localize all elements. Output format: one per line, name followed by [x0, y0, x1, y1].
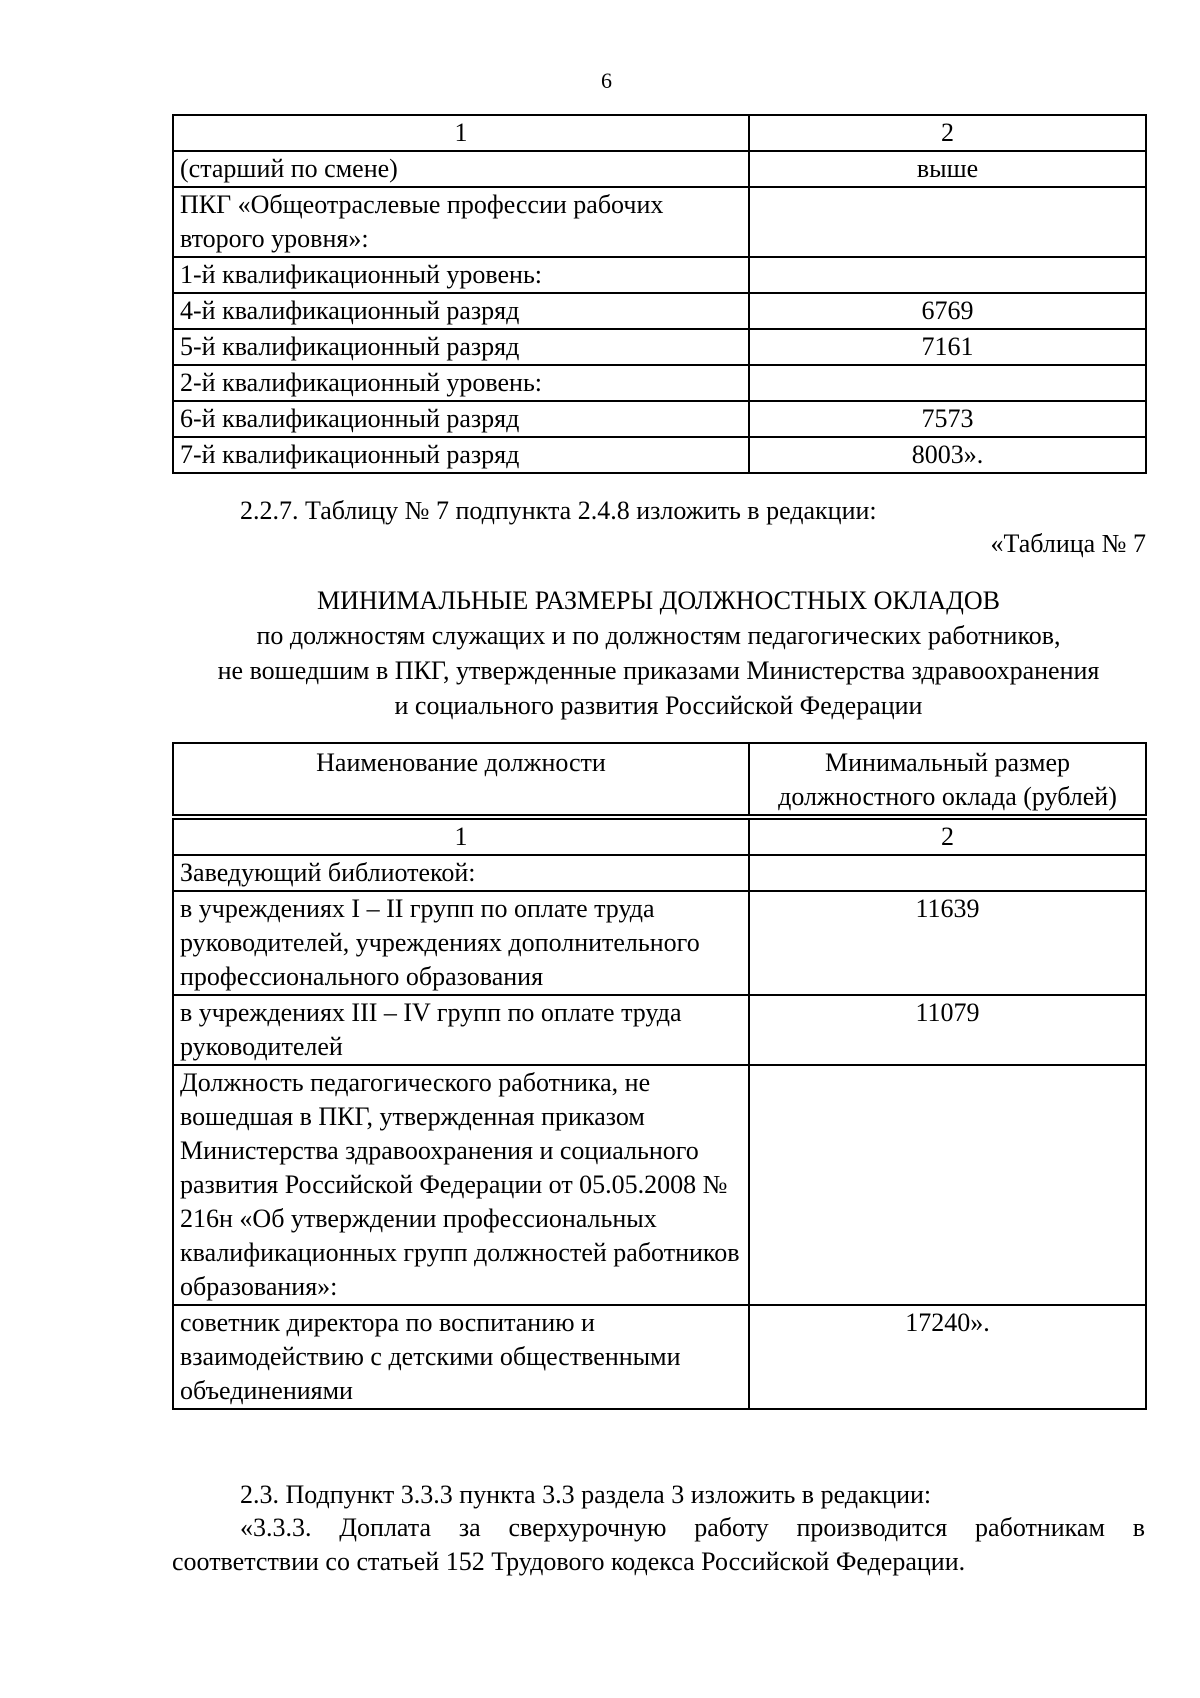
column-header-position: Наименование должности: [173, 743, 749, 815]
position-name: в учреждениях I – II групп по оплате труда руководителей, учреждениях дополнительного профессионального образования: [173, 891, 749, 995]
position-name: 1-й квалификационный уровень:: [173, 257, 749, 293]
salary-value: [749, 257, 1146, 293]
position-name: советник директора по воспитанию и взаимодействию с детскими общественными объединениями: [173, 1305, 749, 1409]
table-row: [173, 995, 1146, 1065]
table-row: [173, 819, 1146, 855]
salary-value: [749, 1065, 1146, 1305]
salary-value: 17240».: [749, 1305, 1146, 1409]
table-row: [173, 401, 1146, 437]
position-name: 7-й квалификационный разряд: [173, 437, 749, 473]
table-row: [173, 151, 1146, 187]
table-header-row: [173, 743, 1146, 815]
table-row: [173, 1305, 1146, 1409]
column-number: 2: [749, 819, 1146, 855]
salary-value: [749, 855, 1146, 891]
position-name: 5-й квалификационный разряд: [173, 329, 749, 365]
table-label: «Таблица № 7: [990, 529, 1146, 558]
table-subtitle: по должностям служащих и по должностям педагогических работников,: [256, 621, 1061, 650]
paragraph-3-3-3: «3.3.3. Доплата за сверхурочную работу производится работникам в соответствии со статьей 152 Трудового кодекса Российской Федерации.: [172, 1513, 1145, 1576]
salary-table-staff: [172, 818, 1147, 1410]
position-name: (старший по смене): [173, 151, 749, 187]
position-name: Должность педагогического работника, не вошедшая в ПКГ, утвержденная приказом Министерства здравоохранения и социального развития Российской Федерации от 05.05.2008 № 216н «Об утверждении профессиональных квалификационных групп должностей работников образования»:: [173, 1065, 749, 1305]
column-number: 1: [173, 819, 749, 855]
salary-value: [749, 365, 1146, 401]
position-name: Заведующий библиотекой:: [173, 855, 749, 891]
column-header-salary: Минимальный размер должностного оклада (рублей): [749, 743, 1146, 815]
paragraph-2-2-7: 2.2.7. Таблицу № 7 подпункта 2.4.8 изложить в редакции:: [240, 496, 877, 525]
page-number: 6: [601, 68, 612, 93]
column-number: 2: [749, 115, 1146, 151]
position-name: ПКГ «Общеотраслевые профессии рабочих второго уровня»:: [173, 187, 749, 257]
table-subtitle: и социального развития Российской Федерации: [394, 691, 923, 720]
position-name: 2-й квалификационный уровень:: [173, 365, 749, 401]
table-title: МИНИМАЛЬНЫЕ РАЗМЕРЫ ДОЛЖНОСТНЫХ ОКЛАДОВ: [316, 586, 1000, 615]
table-subtitle: не вошедшим в ПКГ, утвержденные приказами Министерства здравоохранения: [217, 656, 1100, 685]
table-row: [173, 437, 1146, 473]
table-row: [173, 891, 1146, 995]
table-row: [173, 855, 1146, 891]
salary-value: 11639: [749, 891, 1146, 995]
position-name: в учреждениях III – IV групп по оплате труда руководителей: [173, 995, 749, 1065]
table-row: [173, 187, 1146, 257]
table-row: [173, 329, 1146, 365]
position-name: 4-й квалификационный разряд: [173, 293, 749, 329]
table-row: [173, 293, 1146, 329]
salary-value: 11079: [749, 995, 1146, 1065]
table-row: [173, 257, 1146, 293]
paragraph-2-3: 2.3. Подпункт 3.3.3 пункта 3.3 раздела 3 изложить в редакции:: [240, 1480, 932, 1509]
salary-value: выше: [749, 151, 1146, 187]
salary-value: 8003».: [749, 437, 1146, 473]
salary-value: 7161: [749, 329, 1146, 365]
salary-value: [749, 187, 1146, 257]
salary-table-workers: [172, 114, 1147, 474]
salary-value: 7573: [749, 401, 1146, 437]
table-row: [173, 115, 1146, 151]
salary-table-header: [172, 742, 1147, 816]
table-row: [173, 365, 1146, 401]
table-row: [173, 1065, 1146, 1305]
position-name: 6-й квалификационный разряд: [173, 401, 749, 437]
column-number: 1: [173, 115, 749, 151]
salary-value: 6769: [749, 293, 1146, 329]
